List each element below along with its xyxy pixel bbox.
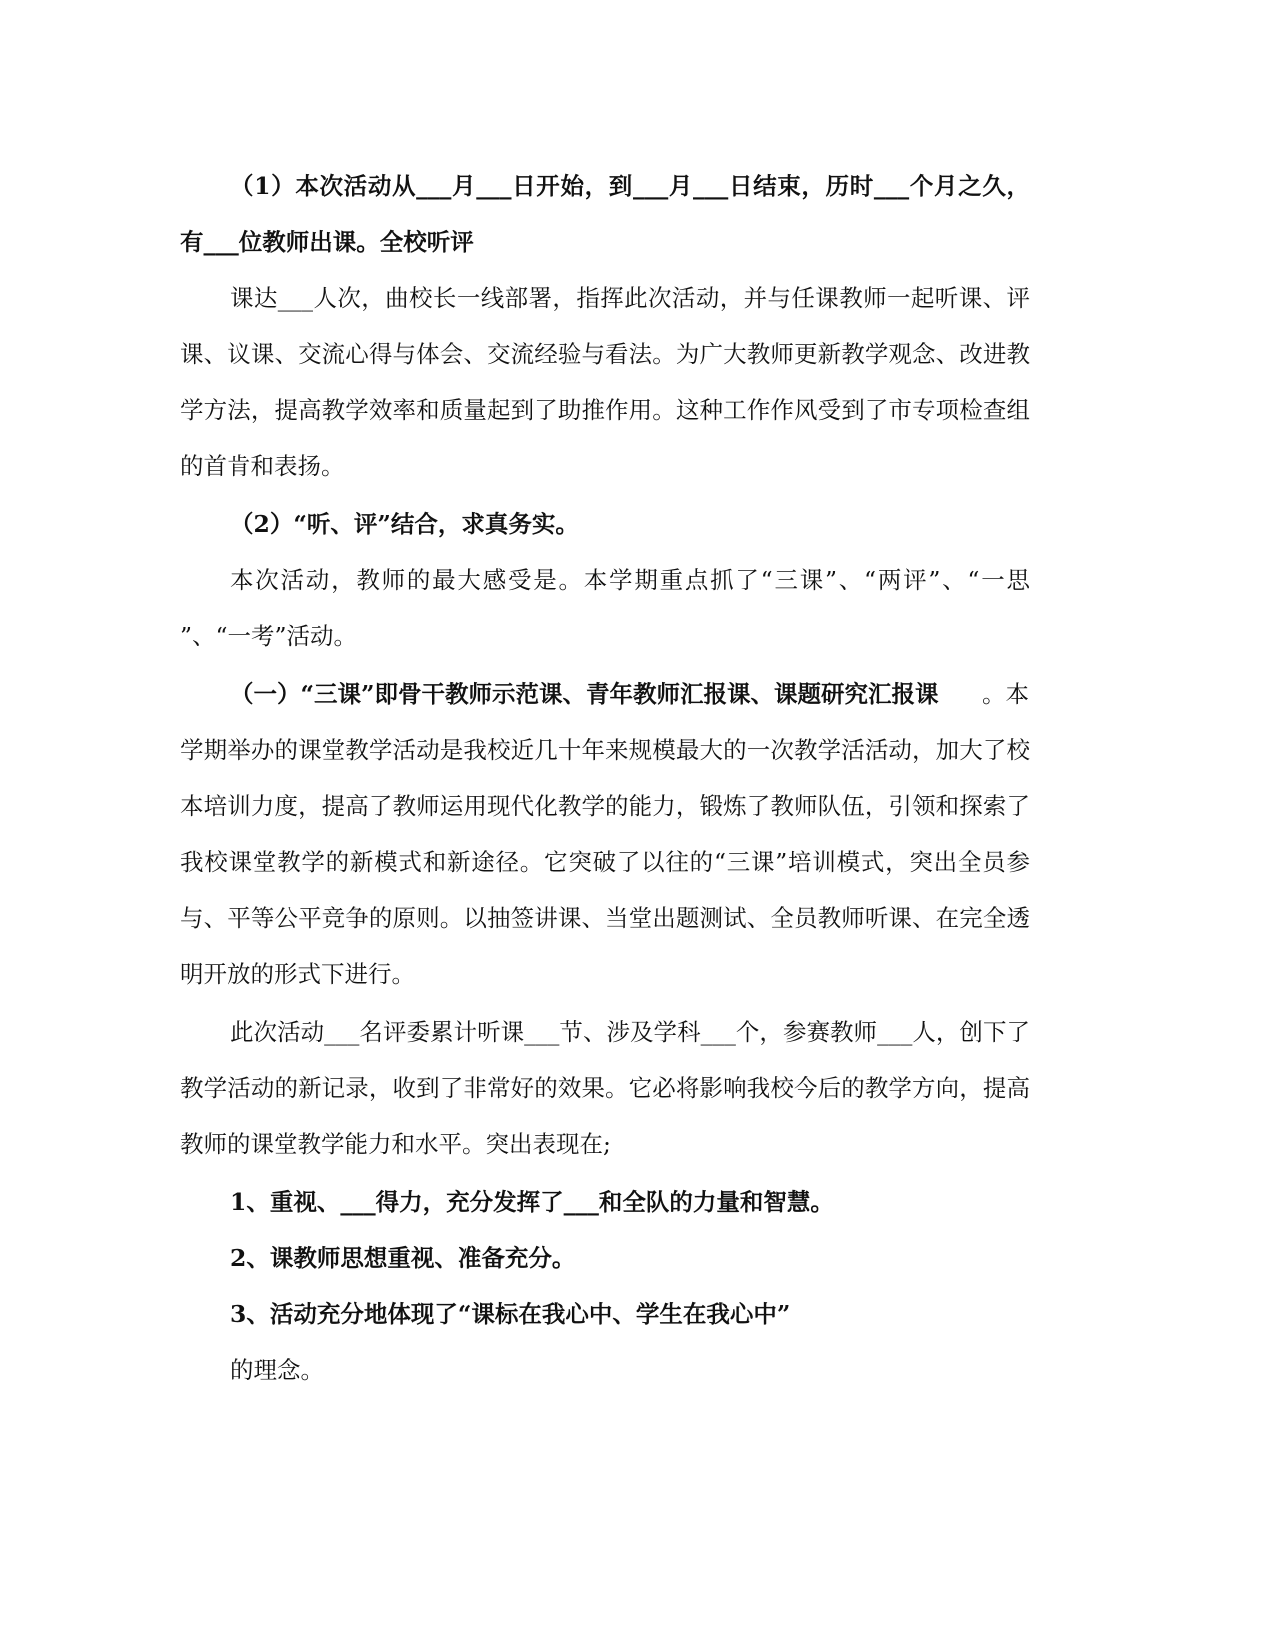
para1-line1: （1）本次活动从___月___日开始，到___月___日结束，历时___个月之久， [230,172,1030,200]
para4-line4: 我校课堂教学的新模式和新途径。它突破了以往的“三课”培训模式，突出全员参 [180,848,1030,876]
para3-line1: 本次活动，教师的最大感受是。本学期重点抓了“三课”、“两评”、“一思 [230,566,1030,594]
para2-line3: 学方法，提高教学效率和质量起到了助推作用。这种工作作风受到了市专项检查组 [180,396,1030,424]
heading-three-lessons: （一）“三课”即骨干教师示范课、青年教师汇报课、课题研究汇报课 [230,680,939,708]
para5-line2: 教学活动的新记录，收到了非常好的效果。它必将影响我校今后的教学方向，提高 [180,1074,1030,1102]
list-item-3-tail: 的理念。 [230,1356,324,1384]
para4-line3: 本培训力度，提高了教师运用现代化教学的能力，锻炼了教师队伍，引领和探索了 [180,792,1030,820]
para1-line2: 有___位教师出课。全校听评 [180,228,474,256]
list-item-3: 3、活动充分地体现了“课标在我心中、学生在我心中” [230,1300,791,1328]
list-item-2: 2、课教师思想重视、准备充分。 [230,1244,576,1272]
para2-line1: 课达___人次，曲校长一线部署，指挥此次活动，并与任课教师一起听课、评 [230,284,1030,312]
para4-line6: 明开放的形式下进行。 [180,960,415,988]
para4-line2: 学期举办的课堂教学活动是我校近几十年来规模最大的一次教学活活动，加大了校 [180,736,1030,764]
para3-line2: ”、“一考”活动。 [180,622,358,650]
para4-line5: 与、平等公平竞争的原则。以抽签讲课、当堂出题测试、全员教师听课、在完全透 [180,904,1030,932]
heading-listen-review: （2）“听、评”结合，求真务实。 [230,510,579,538]
list-item-1: 1、重视、___得力，充分发挥了___和全队的力量和智慧。 [230,1188,834,1216]
para2-line2: 课、议课、交流心得与体会、交流经验与看法。为广大教师更新教学观念、改进教 [180,340,1030,368]
para5-line1: 此次活动___名评委累计听课___节、涉及学科___个，参赛教师___人，创下了 [230,1018,1030,1046]
para5-line3: 教师的课堂教学能力和水平。突出表现在; [180,1130,611,1158]
para2-line4: 的首肯和表扬。 [180,452,345,480]
heading-three-lessons-tail: 。本 [982,680,1029,708]
